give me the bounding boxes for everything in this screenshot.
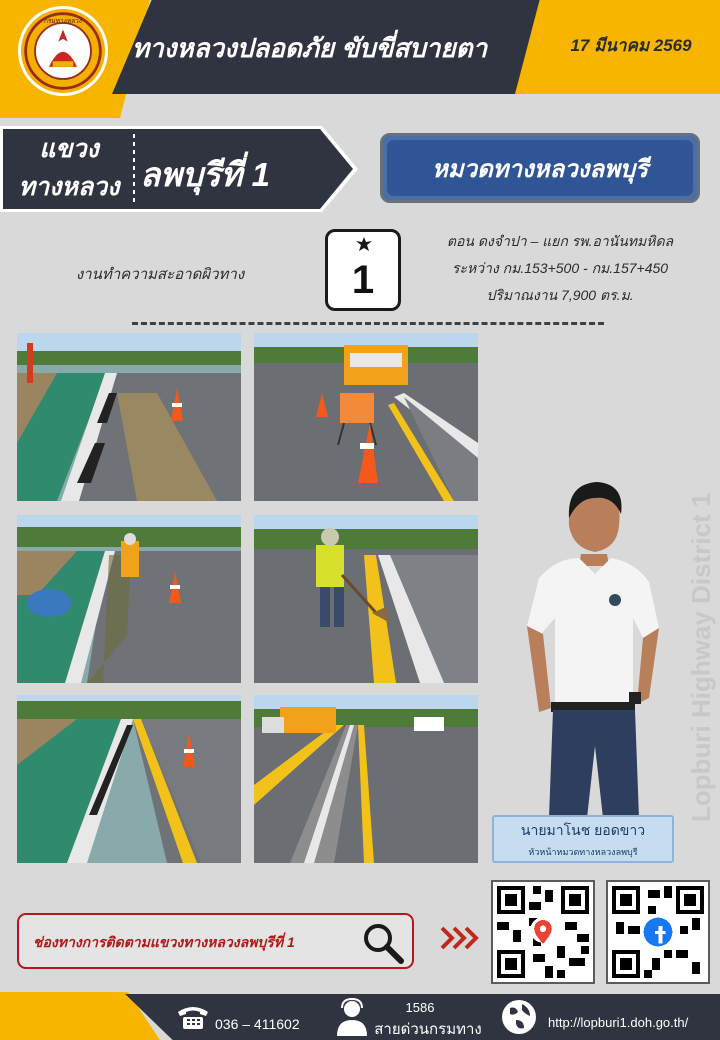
route-badge [325, 229, 401, 311]
work-quantity: ปริมาณงาน 7,900 ตร.ม. [486, 287, 634, 303]
photo-truck-clean-road [254, 695, 478, 863]
phone-icon [176, 1004, 210, 1030]
call-center-icon [335, 998, 369, 1036]
footer-phone[interactable]: 036 – 411602 [215, 1016, 300, 1032]
photo-worker-median-bucket [17, 515, 241, 683]
unit-name: หมวดทางหลวงลพบุรี [387, 140, 693, 196]
work-range: ระหว่าง กม.153+500 - กม.157+450 [451, 260, 669, 276]
work-type: งานทำความสะอาดผิวทาง [75, 266, 245, 283]
footer-hotline-label: สายด่วนกรมทาง [374, 1021, 482, 1038]
chief-title: หัวหน้าหมวดทางหลวงลพบุรี [528, 847, 638, 857]
chevron-right-icon [440, 926, 480, 950]
search-icon [361, 921, 405, 965]
district-label-line2: ทางหลวง [18, 173, 120, 201]
globe-icon [500, 998, 538, 1036]
unit-box [380, 133, 700, 203]
garuda-icon [354, 236, 374, 256]
footer-hotline-number[interactable]: 1586 [405, 1000, 435, 1015]
follow-channels-box[interactable] [17, 913, 414, 969]
photo-sign-truck-cones [254, 333, 478, 501]
district-label-line1: แขวง [39, 135, 99, 163]
district-chief-portrait [517, 478, 667, 818]
department-logo [18, 6, 108, 96]
district-watermark: Lopburi Highway District 1 [686, 492, 716, 822]
follow-channels-text: ช่องทางการติดตามแขวงทางหลวงลพบุรีที่ 1 [33, 934, 295, 950]
photo-clean-median [17, 695, 241, 863]
chief-name: นายมาโนช ยอดขาว [520, 822, 646, 838]
header-title: ทางหลวงปลอดภัย ขับขี่สบายตา [132, 33, 488, 63]
photo-worker-sweeping [254, 515, 478, 683]
svg-text:กรมทางหลวง: กรมทางหลวง [43, 17, 83, 25]
work-section: ตอน ดงจำปา – แยก รพ.อานันทมหิดล [446, 233, 674, 249]
district-name: ลพบุรีที่ 1 [140, 156, 270, 193]
district-banner [0, 124, 360, 214]
chief-nameplate [492, 815, 674, 863]
work-details [425, 228, 695, 309]
qr-facebook[interactable] [606, 880, 710, 984]
qr-google-maps[interactable] [491, 880, 595, 984]
section-divider [132, 322, 604, 325]
footer-website-link[interactable]: http://lopburi1.doh.go.th/ [548, 1015, 689, 1030]
header-date: 17 มีนาคม 2569 [570, 36, 692, 55]
route-number: 1 [351, 258, 375, 302]
district-label [8, 130, 130, 206]
photo-median-debris [17, 333, 241, 501]
